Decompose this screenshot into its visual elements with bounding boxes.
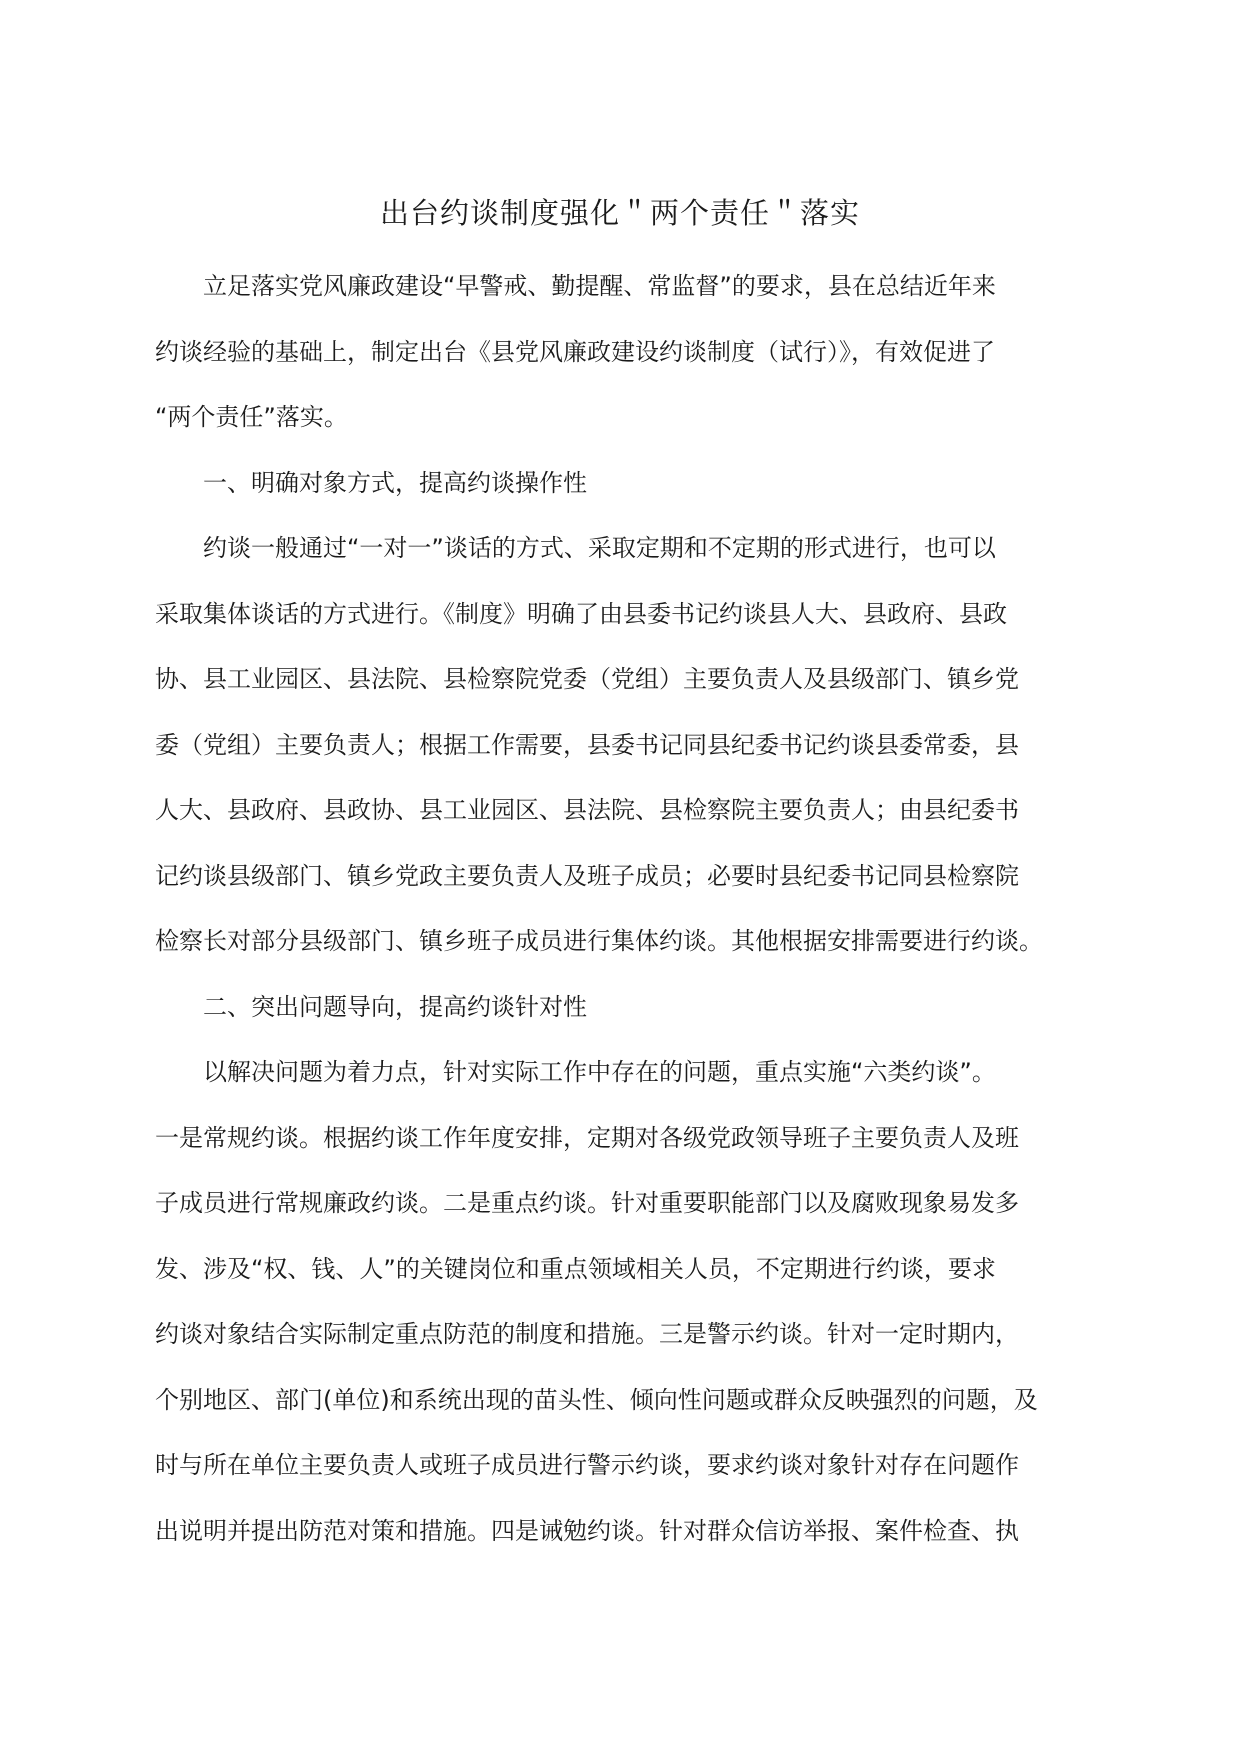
text-line: 检察长对部分县级部门、镇乡班子成员进行集体约谈。其他根据安排需要进行约谈。 xyxy=(155,927,1043,955)
text-line: 约谈一般通过“一对一”谈话的方式、采取定期和不定期的形式进行，也可以 xyxy=(203,534,996,562)
text-line: 约谈对象结合实际制定重点防范的制度和措施。三是警示约谈。针对一定时期内， xyxy=(155,1320,1019,1348)
text-line: 出说明并提出防范对策和措施。四是诫勉约谈。针对群众信访举报、案件检查、执 xyxy=(155,1516,1019,1545)
text-line: 约谈经验的基础上，制定出台《县党风廉政建设约谈制度（试行）》，有效促进了 xyxy=(155,337,995,366)
text-line: 二、突出问题导向，提高约谈针对性 xyxy=(203,992,587,1021)
text-line: 记约谈县级部门、镇乡党政主要负责人及班子成员；必要时县纪委书记同县检察院 xyxy=(155,861,1019,890)
paragraph-heading-2 xyxy=(155,975,1085,1041)
paragraph-intro xyxy=(155,254,1085,451)
text-line: 协、县工业园区、县法院、县检察院党委（党组）主要负责人及县级部门、镇乡党 xyxy=(155,665,1019,693)
text-line: 采取集体谈话的方式进行。《制度》明确了由县委书记约谈县人大、县政府、县政 xyxy=(155,599,1007,628)
text-line: 时与所在单位主要负责人或班子成员进行警示约谈，要求约谈对象针对存在问题作 xyxy=(155,1451,1019,1479)
text-line: “两个责任”落实。 xyxy=(155,403,348,431)
text-line: 一是常规约谈。根据约谈工作年度安排，定期对各级党政领导班子主要负责人及班 xyxy=(155,1123,1019,1152)
text-line: 人大、县政府、县政协、县工业园区、县法院、县检察院主要负责人；由县纪委书 xyxy=(155,796,1019,824)
paragraph-section-2 xyxy=(155,1040,1085,1564)
paragraph-heading-1 xyxy=(155,451,1085,517)
text-line: 委（党组）主要负责人；根据工作需要，县委书记同县纪委书记约谈县委常委，县 xyxy=(155,730,1019,759)
text-line: 发、涉及“权、钱、人”的关键岗位和重点领域相关人员，不定期进行约谈，要求 xyxy=(155,1254,996,1283)
text-line: 子成员进行常规廉政约谈。二是重点约谈。针对重要职能部门以及腐败现象易发多 xyxy=(155,1189,1019,1217)
paragraph-section-1 xyxy=(155,516,1085,975)
text-line: 个别地区、部门(单位)和系统出现的苗头性、倾向性问题或群众反映强烈的问题，及 xyxy=(155,1385,1038,1414)
text-line: 立足落实党风廉政建设“早警戒、勤提醒、常监督”的要求，县在总结近年来 xyxy=(203,272,996,300)
document-title: 出台约谈制度强化＂两个责任＂落实 xyxy=(379,196,860,230)
text-line: 一、明确对象方式，提高约谈操作性 xyxy=(203,468,587,497)
document-body xyxy=(155,254,1085,1564)
text-line: 以解决问题为着力点，针对实际工作中存在的问题，重点实施“六类约谈”。 xyxy=(203,1058,996,1086)
